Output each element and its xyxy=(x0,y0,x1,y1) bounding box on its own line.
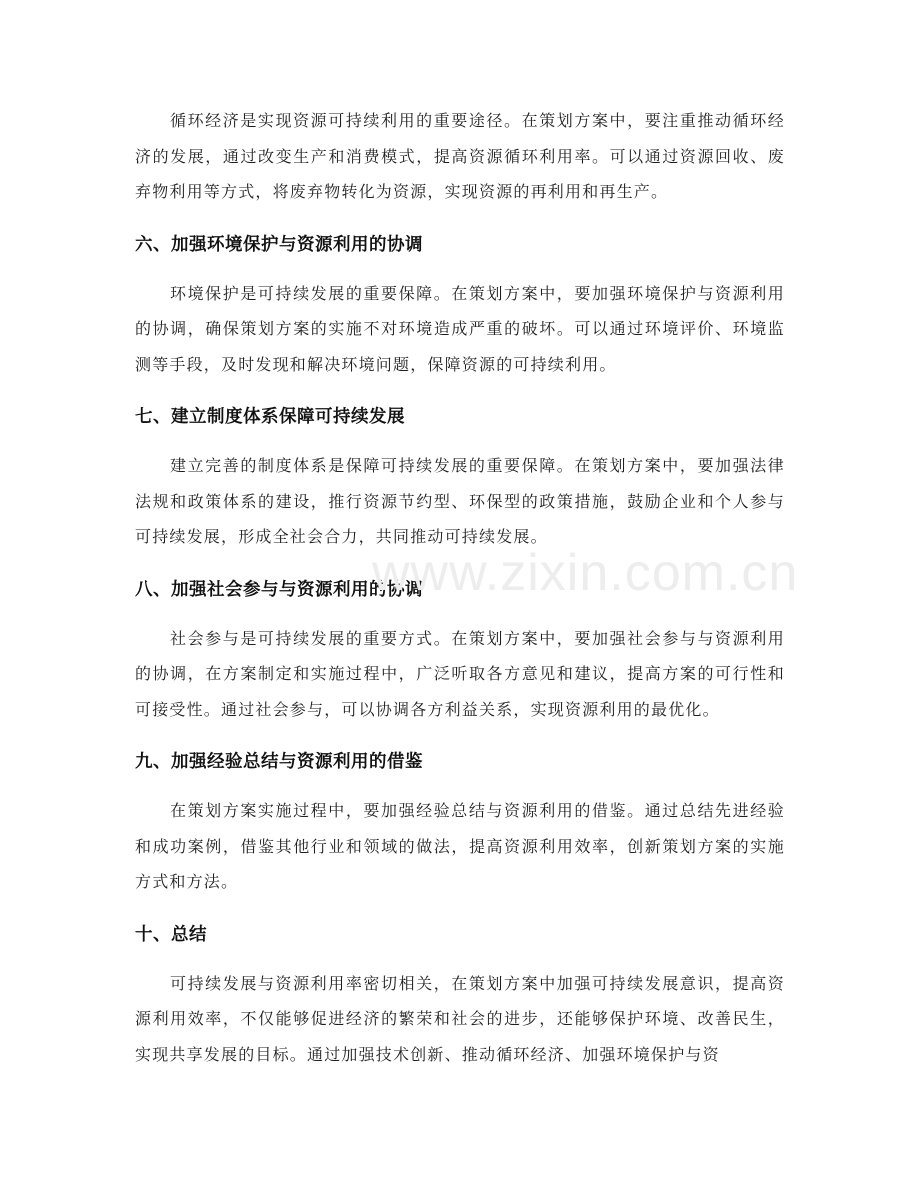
watermark: www.zixin.com.cn xyxy=(372,544,799,602)
paragraph-circular-economy: 循环经济是实现资源可持续利用的重要途径。在策划方案中，要注重推动循环经济的发展，通过改变生产和消费模式，提高资源循环利用率。可以通过资源回收、废弃物利用等方式，将废弃物转化为资源，实现资源的再利用和再生产。 xyxy=(135,111,785,201)
paragraph-conclusion: 可持续发展与资源利用率密切相关，在策划方案中加强可持续发展意识，提高资源利用效率，不仅能够促进经济的繁荣和社会的进步，还能够保护环境、改善民生，实现共享发展的目标。通过加强技术创新、推动循环经济、加强环境保护与资 xyxy=(135,973,785,1064)
document-body xyxy=(135,103,785,1072)
section-heading-7: 七、建立制度体系保障可持续发展 xyxy=(135,407,405,427)
section-heading-6: 六、加强环境保护与资源利用的协调 xyxy=(135,234,423,255)
paragraph-environment-protection: 环境保护是可持续发展的重要保障。在策划方案中，要加强环境保护与资源利用的协调，确保策划方案的实施不对环境造成严重的破坏。可以通过环境评价、环境监测等手段，及时发现和解决环境问题，保障资源的可持续利用。 xyxy=(135,283,785,374)
paragraph-institutional-system: 建立完善的制度体系是保障可持续发展的重要保障。在策划方案中，要加强法律法规和政策体系的建设，推行资源节约型、环保型的政策措施，鼓励企业和个人参与可持续发展，形成全社会合力，共同推动可持续发展。 xyxy=(135,456,785,546)
section-heading-8: 八、加强社会参与与资源利用的协调 xyxy=(135,579,423,600)
section-heading-10: 十、总结 xyxy=(135,924,207,945)
paragraph-social-participation: 社会参与是可持续发展的重要方式。在策划方案中，要加强社会参与与资源利用的协调，在方案制定和实施过程中，广泛听取各方意见和建议，提高方案的可行性和可接受性。通过社会参与，可以协调各方利益关系，实现资源利用的最优化。 xyxy=(135,628,785,719)
section-heading-9: 九、加强经验总结与资源利用的借鉴 xyxy=(135,752,423,772)
paragraph-experience-summary: 在策划方案实施过程中，要加强经验总结与资源利用的借鉴。通过总结先进经验和成功案例，借鉴其他行业和领域的做法，提高资源利用效率，创新策划方案的实施方式和方法。 xyxy=(135,801,785,891)
